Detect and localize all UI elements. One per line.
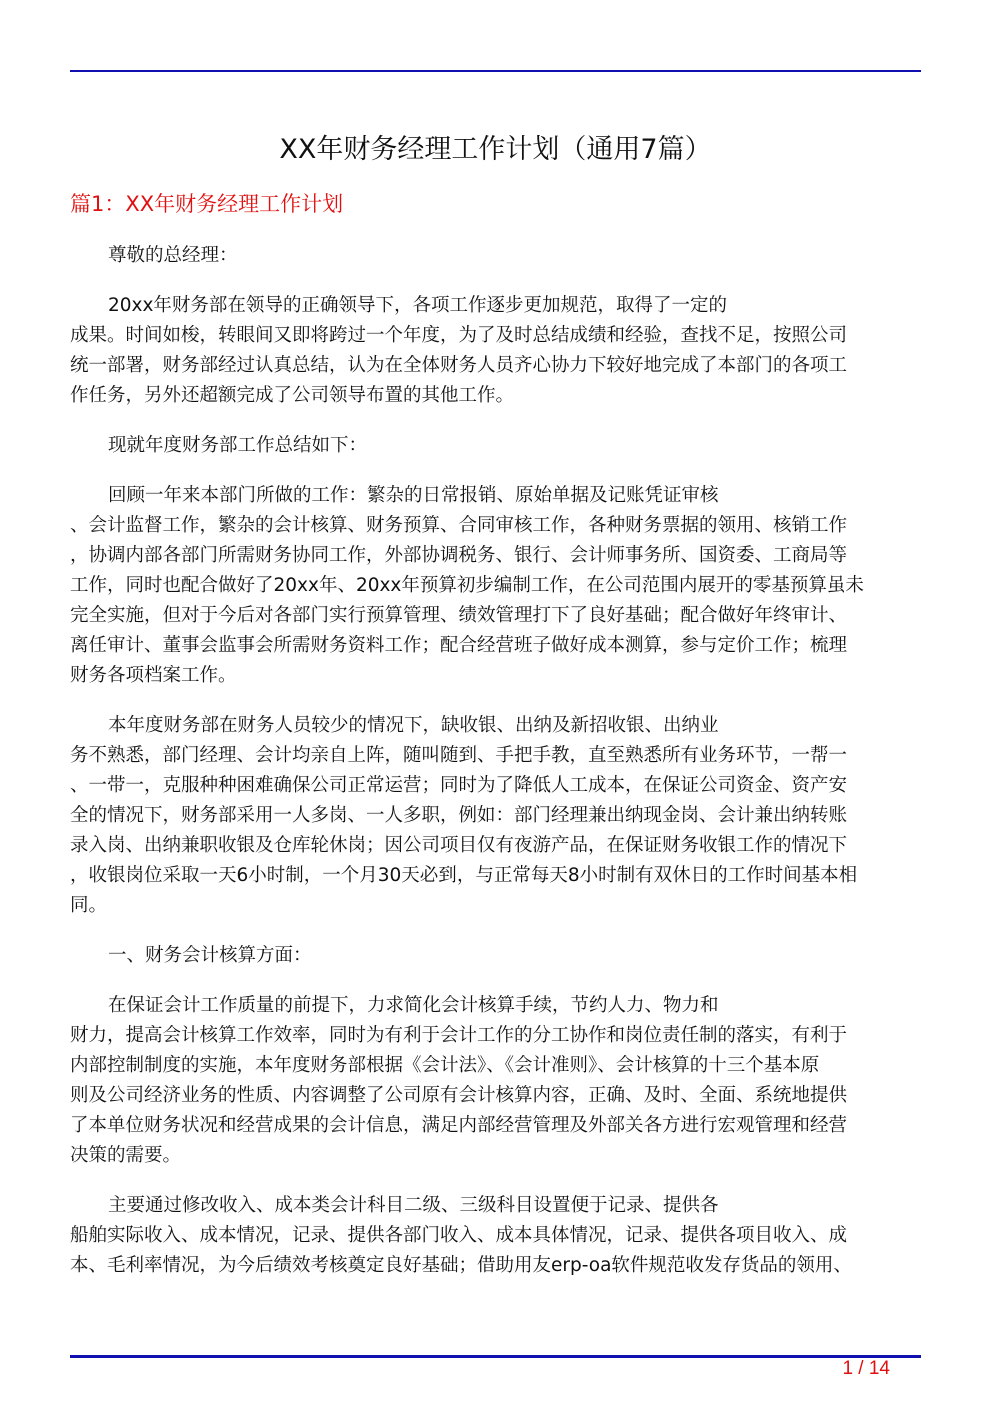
text-line: 务不熟悉，部门经理、会计均亲自上阵，随叫随到、手把手教，直至熟悉所有业务环节，一帮一 — [70, 745, 848, 766]
text-line: 本年度财务部在财务人员较少的情况下，缺收银、出纳及新招收银、出纳业 — [108, 715, 719, 736]
text-line: 在保证会计工作质量的前提下，力求简化会计核算手续，节约人力、物力和 — [108, 995, 719, 1016]
text-line: 离任审计、董事会监事会所需财务资料工作；配合经营班子做好成本测算，参与定价工作；梳理 — [70, 635, 848, 656]
text-line: 回顾一年来本部门所做的工作：繁杂的日常报销、原始单据及记账凭证审核 — [108, 485, 719, 506]
text-line: 20xx年财务部在领导的正确领导下，各项工作逐步更加规范，取得了一定的 — [108, 295, 727, 316]
text-line: 工作，同时也配合做好了20xx年、20xx年预算初步编制工作，在公司范围内展开的零基预算虽未 — [70, 575, 864, 596]
text-line: 财务各项档案工作。 — [70, 665, 237, 686]
paragraph — [70, 291, 921, 411]
paragraph — [70, 941, 921, 971]
text-line: 船舶实际收入、成本情况，记录、提供各部门收入、成本具体情况，记录、提供各项目收入、成 — [70, 1225, 848, 1246]
paragraph — [70, 431, 921, 461]
section-heading: 篇1：XX年财务经理工作计划 — [70, 192, 344, 216]
page-number: 1 / 14 — [842, 1358, 890, 1379]
text-line: 本、毛利率情况，为今后绩效考核奠定良好基础；借助用友erp-oa软件规范收发存货品的领用、 — [70, 1255, 852, 1276]
paragraph — [70, 1191, 921, 1281]
document-body — [70, 241, 921, 1301]
text-line: 全的情况下，财务部采用一人多岗、一人多职，例如：部门经理兼出纳现金岗、会计兼出纳转账 — [70, 805, 848, 826]
text-line: 内部控制制度的实施，本年度财务部根据《会计法》、《会计准则》、会计核算的十三个基本原 — [70, 1055, 820, 1076]
text-line: 录入岗、出纳兼职收银及仓库轮休岗；因公司项目仅有夜游产品，在保证财务收银工作的情况下 — [70, 835, 848, 856]
paragraph — [70, 991, 921, 1171]
text-line: 统一部署，财务部经过认真总结，认为在全体财务人员齐心协力下较好地完成了本部门的各项工 — [70, 355, 848, 376]
text-line: 则及公司经济业务的性质、内容调整了公司原有会计核算内容，正确、及时、全面、系统地提供 — [70, 1085, 848, 1106]
paragraph — [70, 241, 921, 271]
text-line: 尊敬的总经理： — [108, 245, 238, 266]
text-line: 完全实施，但对于今后对各部门实行预算管理、绩效管理打下了良好基础；配合做好年终审计、 — [70, 605, 848, 626]
text-line: 现就年度财务部工作总结如下： — [108, 435, 368, 456]
text-line: 决策的需要。 — [70, 1145, 182, 1166]
paragraph — [70, 711, 921, 921]
text-line: 成果。时间如梭，转眼间又即将跨过一个年度，为了及时总结成绩和经验，查找不足，按照公司 — [70, 325, 848, 346]
text-line: 财力，提高会计核算工作效率，同时为有利于会计工作的分工协作和岗位责任制的落实，有利于 — [70, 1025, 848, 1046]
paragraph — [70, 481, 921, 691]
text-line: 同。 — [70, 895, 108, 916]
text-line: 、一带一，克服种种困难确保公司正常运营；同时为了降低人工成本，在保证公司资金、资产安 — [70, 775, 848, 796]
text-line: ，协调内部各部门所需财务协同工作，外部协调税务、银行、会计师事务所、国资委、工商局等 — [70, 545, 848, 566]
header-rule — [70, 70, 921, 72]
text-line: 一、财务会计核算方面： — [108, 945, 312, 966]
text-line: 、会计监督工作，繁杂的会计核算、财务预算、合同审核工作，各种财务票据的领用、核销工作 — [70, 515, 848, 536]
text-line: ，收银岗位采取一天6小时制，一个月30天必到，与正常每天8小时制有双休日的工作时间基本相 — [70, 865, 858, 886]
document-title: XX年财务经理工作计划（通用7篇） — [279, 134, 712, 165]
footer-rule — [70, 1355, 921, 1358]
text-line: 作任务，另外还超额完成了公司领导布置的其他工作。 — [70, 385, 515, 406]
text-line: 主要通过修改收入、成本类会计科目二级、三级科目设置便于记录、提供各 — [108, 1195, 719, 1216]
text-line: 了本单位财务状况和经营成果的会计信息，满足内部经营管理及外部关各方进行宏观管理和经营 — [70, 1115, 848, 1136]
